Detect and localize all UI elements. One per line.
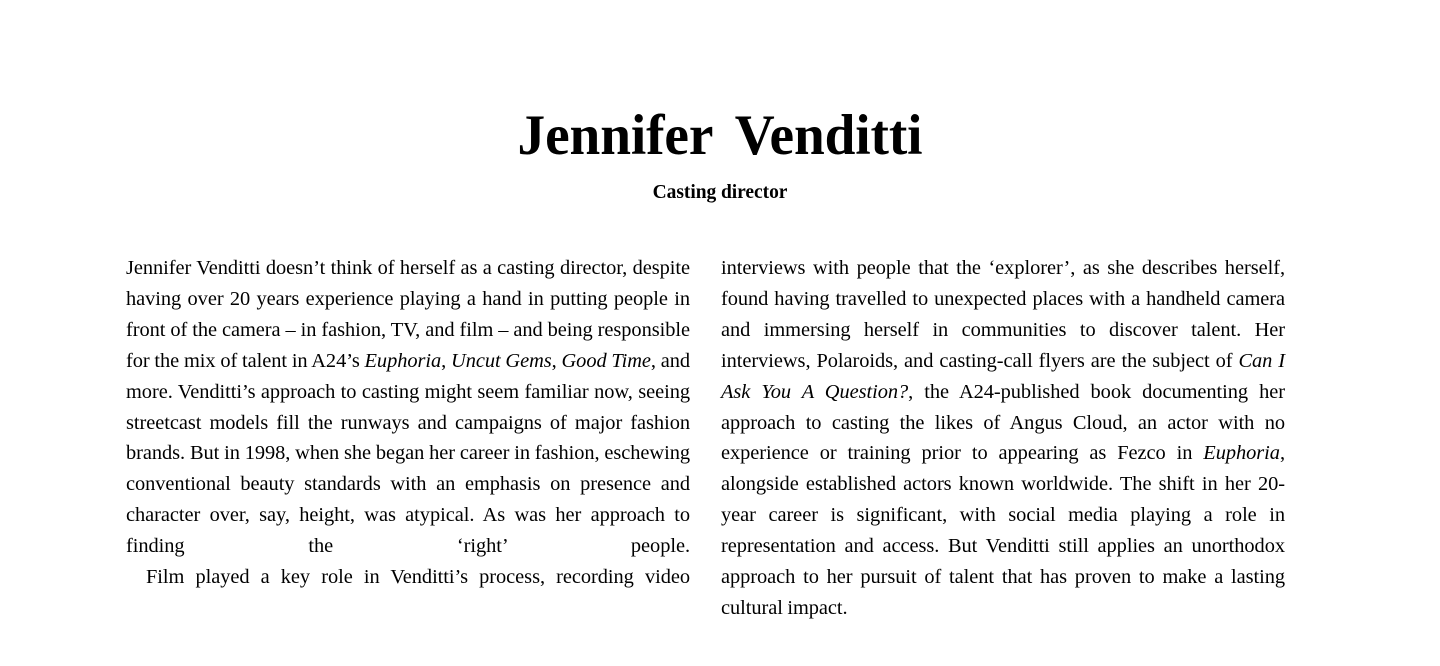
column-right xyxy=(721,253,1285,624)
paragraph-intro xyxy=(126,253,690,562)
paragraph-film-continued xyxy=(721,253,1285,624)
title-euphoria-second: Euphoria xyxy=(1203,442,1280,465)
title-uncut-gems: Uncut Gems xyxy=(451,349,552,372)
paragraph-film-text-b: , the A24-published book documenting her approach to casting the likes of Angus Cloud, an actor with no experience or training prior to appearing as Fezco in xyxy=(721,380,1285,465)
article-subtitle: Casting director xyxy=(652,182,788,203)
page-title: Jennifer Venditti xyxy=(517,104,923,167)
paragraph-intro-text-d: , and more. Venditti’s approach to casting might seem familiar now, seeing streetcast models fill the runways and campaigns of major fashion brands. But in 1998, when she began her career in fashion, eschewing conventional beauty standards with an emphasis on presence and character over, say, height, was atypical. As was her approach to finding the ‘right’ people. xyxy=(126,349,691,558)
article-masthead xyxy=(0,104,1440,205)
article-body xyxy=(126,253,1286,624)
title-good-time: Good Time xyxy=(561,349,651,372)
column-left xyxy=(126,253,690,593)
paragraph-film-text-a: interviews with people that the ‘explorer’, as she describes herself, found having travelled to unexpected places with a handheld camera and immersing herself in communities to discover talent. Her interviews, Polaroids, and casting-call flyers are the subject of xyxy=(721,257,1285,372)
paragraph-film-text-c: , alongside established actors known worldwide. The shift in her 20-year career is significant, with social media playing a role in representation and access. But Venditti still applies an unorthodox approach to her pursuit of talent that has proven to make a lasting cultural impact. xyxy=(721,442,1285,619)
paragraph-intro-text-b: , xyxy=(441,349,452,372)
paragraph-intro-text-a: Jennifer Venditti doesn’t think of herself as a casting director, despite having over 20 years experience playing a hand in putting people in front of the camera – in fashion, TV, and film – and being responsible for the mix of talent in A24’s xyxy=(126,257,690,372)
title-can-i-ask-you-a-question: Can I Ask You A Question? xyxy=(721,349,1285,403)
paragraph-intro-text-c: , xyxy=(551,349,562,372)
title-euphoria: Euphoria xyxy=(364,349,442,372)
paragraph-film-start: Film played a key role in Venditti’s process, recording video xyxy=(146,566,690,589)
